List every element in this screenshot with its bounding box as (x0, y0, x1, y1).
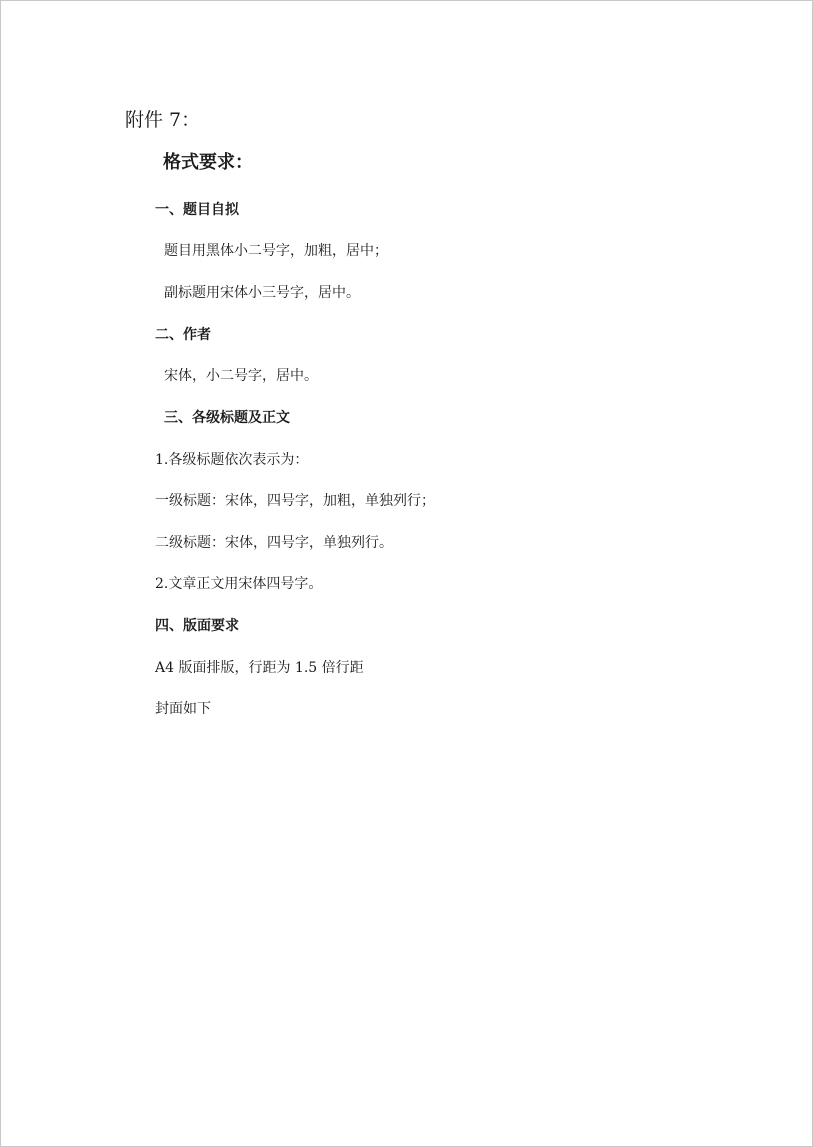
section-text-line: 2.文章正文用宋体四号字。 (155, 576, 323, 592)
section-text-line: 1.各级标题依次表示为： (155, 452, 309, 468)
section-heading-author: 二、作者 (155, 327, 211, 343)
section-text-line: A4 版面排版，行距为 1.5 倍行距 (155, 660, 364, 676)
attachment-label: 附件 7： (125, 109, 201, 131)
section-text-line: 二级标题：宋体，四号字，单独列行。 (155, 535, 393, 551)
section-text-line: 一级标题：宋体，四号字，加粗，单独列行； (155, 493, 435, 509)
section-text-line: 题目用黑体小二号字，加粗，居中； (164, 243, 388, 259)
section-heading-layout: 四、版面要求 (155, 618, 239, 634)
format-requirements-title: 格式要求： (163, 152, 253, 173)
section-text-line: 副标题用宋体小三号字，居中。 (164, 285, 360, 301)
section-heading-title: 一、题目自拟 (155, 202, 239, 218)
section-text-line: 宋体，小二号字，居中。 (164, 368, 318, 384)
section-heading-headings-body: 三、各级标题及正文 (164, 410, 290, 426)
section-text-line: 封面如下 (155, 701, 211, 717)
